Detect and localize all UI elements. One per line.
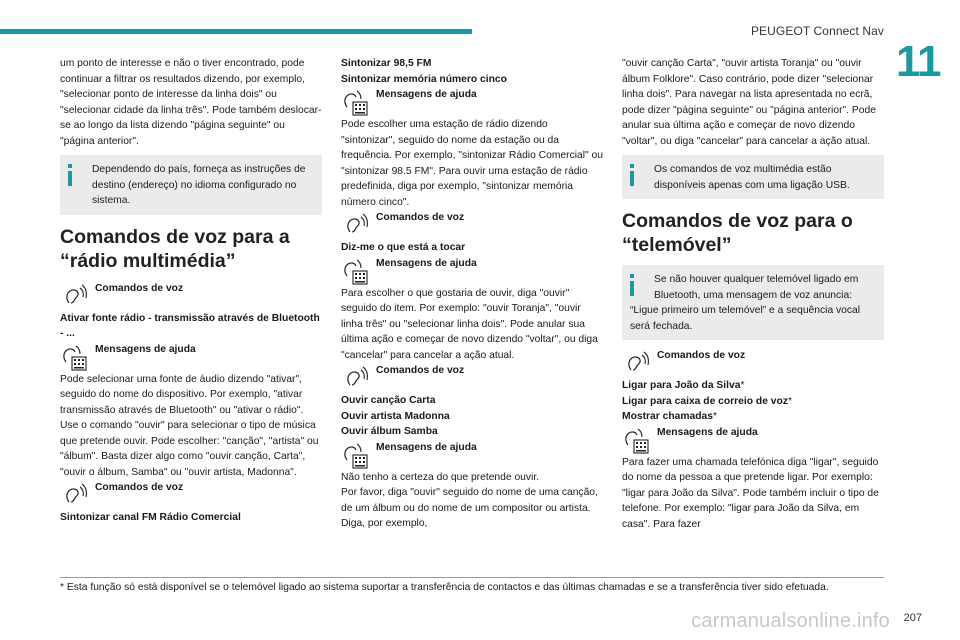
help-message-text: Pode selecionar uma fonte de áudio dizendo "ativar", seguido do nome do dispositivo. Por exemplo, "ativar transmissão através de Bluetooth" ou "ativar o rádio". Use o comando "ouvir" para selecionar o tipo de música que pretende ouvir. Pode escolher: "canção", "artista" ou "álbum". Basta dizer algo como "ouvir canção, Carta", "ouvir o álbum, Samba" ou "ouvir artista, Madonna". <box>60 373 319 478</box>
info-text: Os comandos de voz multimédia estão disponíveis apenas com uma ligação USB. <box>654 164 850 191</box>
section-heading-radio: Comandos de voz para a “rádio multimédia” <box>60 225 290 272</box>
header-title: PEUGEOT Connect Nav <box>750 24 884 38</box>
info-text-continued: “Ligue primeiro um telemóvel” e a sequência vocal será fechada. <box>630 305 861 332</box>
help-message-icon <box>341 256 374 286</box>
cmd-line: Ligar para caixa de correio de voz <box>622 395 788 407</box>
help-message-label: Mensagens de ajuda <box>376 89 477 100</box>
voice-command-text: Sintonizar canal FM Rádio Comercial <box>60 512 241 523</box>
watermark: carmanualsonline.info <box>691 610 890 632</box>
col1-intro: um ponto de interesse e não o tiver encontrado, pode continuar a filtrar os resultados dizendo, por exemplo, "selecionar ponto de interesse da linha dois" ou "selecionar cidade da linha três". Pode também deslocar-se ao longo da lista dizendo "página seguinte" ou "página anterior". <box>60 58 322 147</box>
footnote-star: * <box>713 411 718 422</box>
voice-command-header <box>60 281 322 311</box>
voice-command-icon <box>622 348 655 378</box>
cmd-line: Mostrar chamadas <box>622 411 713 422</box>
voice-command-label: Comandos de voz <box>376 365 465 376</box>
page-number: 207 <box>903 612 922 624</box>
column-2 <box>341 56 603 532</box>
footnote-star: * <box>740 380 745 391</box>
voice-command-header <box>341 363 603 393</box>
help-message-label: Mensagens de ajuda <box>95 343 196 355</box>
help-message-header <box>622 425 884 455</box>
voice-command-text: Ouvir canção Carta Ouvir artista Madonna Ouvir álbum Samba <box>341 395 450 437</box>
help-message-icon <box>341 87 374 117</box>
voice-command-label: Comandos de voz <box>95 482 184 493</box>
info-icon <box>630 164 634 186</box>
info-icon <box>630 274 634 296</box>
voice-command-header <box>60 480 322 510</box>
help-message-text: Não tenho a certeza do que pretende ouvir. Por favor, diga "ouvir" seguido do nome de uma canção, de um álbum ou do nome de um compositor ou artista. Diga, por exemplo, <box>341 471 598 529</box>
voice-command-text: Diz-me o que está a tocar <box>341 242 466 253</box>
help-message-text: Para fazer uma chamada telefónica diga "ligar", seguido do nome da pessoa a que pretende ligar. Por exemplo: "ligar para João da Silva". Pode também incluir o tipo de telefone. Por exemplo: "ligar para João da Silva, em casa". Para fazer <box>622 456 879 530</box>
help-message-text: Pode escolher uma estação de rádio dizendo "sintonizar", seguido do nome da estação ou da frequência. Por exemplo, "sintonizar Rádio Comercial" ou "sintonizar 98.5 FM". Para ouvir uma estação de rádio predefinida, diga por exemplo, "sintonizar memória número cinco". <box>341 119 603 208</box>
help-message-header <box>341 440 603 470</box>
info-box <box>60 155 322 215</box>
voice-command-icon <box>60 480 93 510</box>
voice-command-label: Comandos de voz <box>376 212 465 223</box>
header-accent-bar <box>0 29 472 34</box>
voice-command-label: Comandos de voz <box>657 350 746 361</box>
column-3 <box>622 56 884 532</box>
footnote: * Esta função só está disponível se o telemóvel ligado ao sistema suportar a transferência de contactos e das últimas chamadas e se a transferência tiver sido efetuada. <box>60 582 829 593</box>
info-box <box>622 265 884 340</box>
info-icon <box>68 164 72 186</box>
help-message-label: Mensagens de ajuda <box>657 426 758 438</box>
help-message-label: Mensagens de ajuda <box>376 441 477 453</box>
help-message-header <box>60 342 322 372</box>
help-message-header <box>341 256 603 286</box>
voice-command-label: Comandos de voz <box>95 282 184 294</box>
info-box <box>622 155 884 199</box>
section-heading-phone: Comandos de voz para o “telemóvel” <box>622 210 853 256</box>
help-message-icon <box>622 425 655 455</box>
voice-command-text <box>622 378 884 394</box>
col3-intro: "ouvir canção Carta", "ouvir artista Toranja" ou "ouvir álbum Folklore". Caso contrário, pode dizer "selecionar linha dois". Para navegar na lista apresentada no ecrã, pode dizer "página seguinte" ou "página anterior". Pode anular sua última ação e começar de novo dizendo "voltar", ou diga "cancelar" para cancelar a ação atual. <box>622 58 876 147</box>
help-message-icon <box>60 342 93 372</box>
voice-command-text <box>622 394 884 410</box>
voice-command-header <box>622 348 884 378</box>
info-text: Dependendo do país, forneça as instruções de destino (endereço) no idioma configurado no sistema. <box>92 164 306 206</box>
voice-command-text <box>622 409 884 425</box>
footnote-divider <box>60 577 884 578</box>
footnote-star: * <box>787 395 792 407</box>
column-1 <box>60 56 322 526</box>
help-message-label: Mensagens de ajuda <box>376 257 477 269</box>
help-message-text: Para escolher o que gostaria de ouvir, diga "ouvir" seguido do item. Por exemplo: "ouvir Toranja", "ouvir linha três" ou "selecionar linha dois". Pode anular sua última ação e começar de novo dizendo "voltar", ou diga "cancelar" para cancelar a ação atual. <box>341 287 598 361</box>
col2-intro: Sintonizar 98,5 FM Sintonizar memória número cinco <box>341 58 507 85</box>
info-text: Se não houver qualquer telemóvel ligado em Bluetooth, uma mensagem de voz anuncia: <box>654 274 859 301</box>
help-message-header <box>341 87 603 117</box>
chapter-number: 11 <box>896 37 941 86</box>
voice-command-icon <box>341 363 374 393</box>
voice-command-header <box>341 210 603 240</box>
cmd-line: Ligar para João da Silva <box>622 380 741 391</box>
voice-command-icon <box>341 210 374 240</box>
voice-command-text: Ativar fonte rádio - transmissão através de Bluetooth - ... <box>60 312 320 339</box>
voice-command-icon <box>60 281 93 311</box>
help-message-icon <box>341 440 374 470</box>
